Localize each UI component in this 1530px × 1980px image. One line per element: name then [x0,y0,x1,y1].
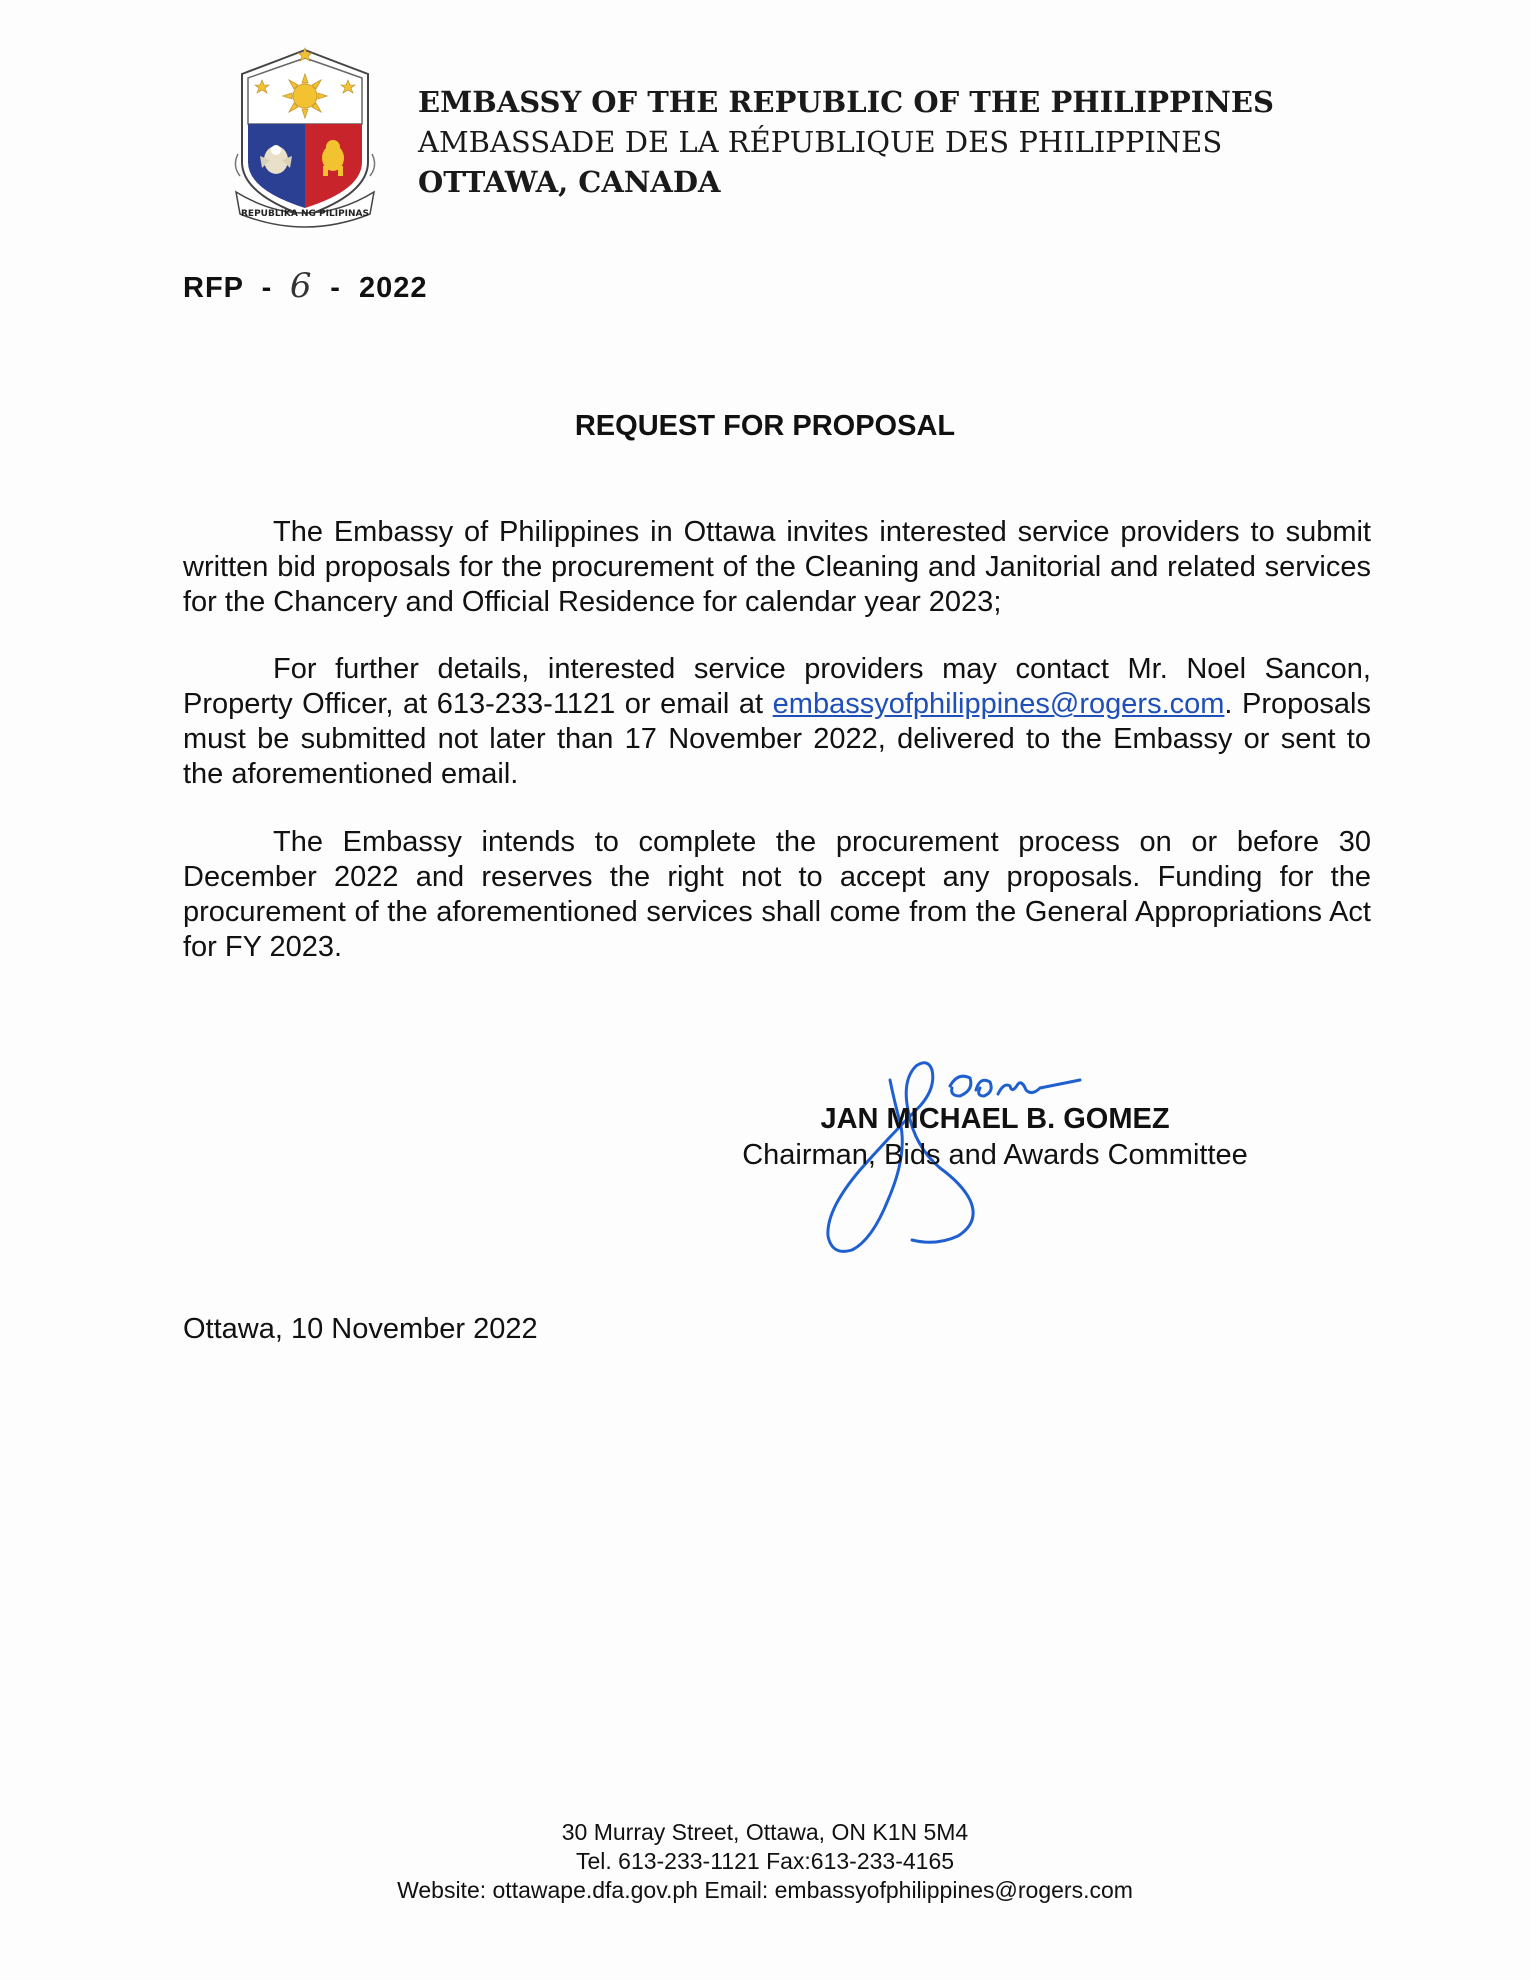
letterhead-line-french: AMBASSADE DE LA RÉPUBLIQUE DES PHILIPPINES [418,125,1223,159]
rfp-prefix: RFP - [183,272,273,304]
footer-address: 30 Murray Street, Ottawa, ON K1N 5M4 [561,1819,969,1845]
rfp-suffix: - 2022 [330,272,428,304]
contact-email-link[interactable]: embassyofphilippines@rogers.com [772,688,1225,720]
footer-phone: Tel. 613-233-1121 Fax:613-233-4165 [575,1848,955,1874]
seal-banner-text: REPUBLIKA NG PILIPINAS [240,209,370,219]
document-title: REQUEST FOR PROPOSAL [574,410,956,442]
letterhead-line-location: OTTAWA, CANADA [418,165,721,199]
rfp-number-handwritten: 6 [289,266,313,306]
paragraph-invitation [183,515,1371,620]
signatory-name: JAN MICHAEL B. GOMEZ [820,1103,1170,1135]
letterhead [418,82,1274,202]
signatory-title: Chairman, Bids and Awards Committee [742,1139,1248,1171]
paragraph-procurement-timeline [183,825,1371,965]
dateline: Ottawa, 10 November 2022 [183,1313,538,1345]
philippine-coat-of-arms-icon [234,44,376,232]
letterhead-line-english: EMBASSY OF THE REPUBLIC OF THE PHILIPPINES [418,85,1274,119]
footer [0,1818,1530,1905]
footer-website-email: Website: ottawape.dfa.gov.ph Email: embassyofphilippines@rogers.com [397,1877,1133,1903]
paragraph-contact-text-after: . Proposals must be submitted not later than 17 November 2022, delivered to the Embassy or sent to the aforementioned email. [183,688,1371,790]
paragraph-invitation-text: The Embassy of Philippines in Ottawa invites interested service providers to submit written bid proposals for the procurement of the Cleaning and Janitorial and related services for the Chancery and Official Residence for calendar year 2023; [183,516,1371,618]
paragraph-contact-text-before: For further details, interested service providers may contact Mr. Noel Sancon, Property Officer, at 613-233-1121 or email at [183,653,1371,720]
rfp-reference [183,266,428,306]
paragraph-procurement-timeline-text: The Embassy intends to complete the procurement process on or before 30 December 2022 and reserves the right not to accept any proposals. Funding for the procurement of the aforementioned services shall come from the General Appropriations Act for FY 2023. [183,826,1371,963]
paragraph-contact [183,652,1371,792]
